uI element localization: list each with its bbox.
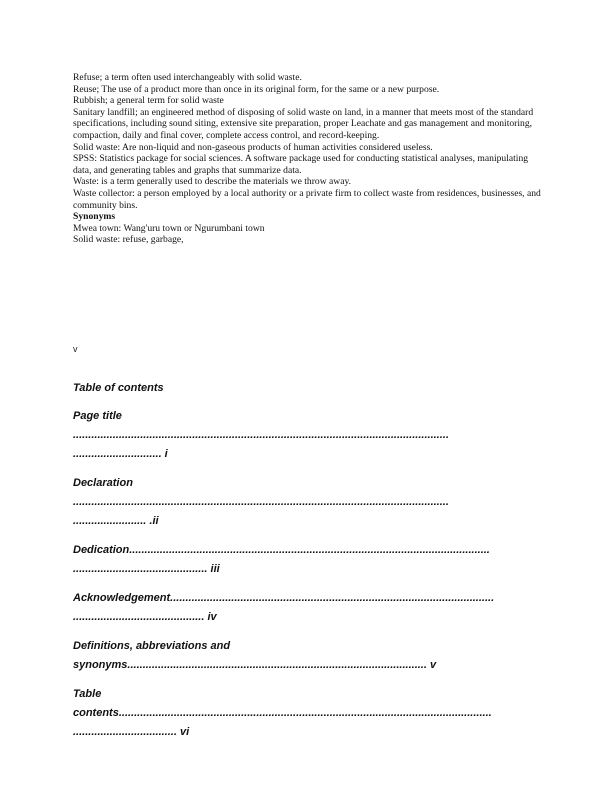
toc-entry-table-contents[interactable] xyxy=(73,685,538,742)
definition-reuse: Reuse; The use of a product more than once in its original form, for the same or a new purpose. xyxy=(73,83,440,95)
toc-entry-page: ............................................ iii xyxy=(73,563,220,575)
toc-entry-declaration[interactable] xyxy=(73,474,538,531)
toc-entry-page: ........................................... iv xyxy=(73,611,217,623)
toc-entry-dedication[interactable] xyxy=(73,541,538,579)
definitions-section xyxy=(73,72,545,246)
toc-entry-page: ............................. i xyxy=(73,448,168,460)
toc-entry-page: .................................. vi xyxy=(73,726,190,738)
synonym-mwea-town: Mwea town: Wang'uru town or Ngurumbani town xyxy=(73,222,265,234)
toc-entry-page: synonyms.................................................................................................. v xyxy=(73,659,437,671)
synonyms-heading: Synonyms xyxy=(73,211,116,223)
toc-entry-page-title[interactable] xyxy=(73,407,538,464)
definition-waste: Waste: is a term generally used to describe the materials we throw away. xyxy=(73,176,352,188)
definition-waste-collector: Waste collector: a person employed by a local authority or a private firm to collect waste from residences, businesses, and community bins. xyxy=(73,187,541,211)
toc-entry-label: Acknowledgement.......................................................................................................... xyxy=(73,592,495,604)
toc-entry-label: Dedication...................................................................................................................... xyxy=(73,544,490,556)
definition-solid-waste: Solid waste: Are non-liquid and non-gaseous products of human activities considered useless. xyxy=(73,141,433,153)
definition-refuse: Refuse; a term often used interchangeably with solid waste. xyxy=(73,72,302,83)
definition-spss: SPSS: Statistics package for social sciences. A software package used for conducting statistical analyses, manipulating data, and generating tables and graphs that summarize data. xyxy=(73,153,529,176)
toc-entry-leader: ........................................................................................................................... xyxy=(73,496,449,508)
toc-entry-label: Page title xyxy=(73,410,122,422)
toc-entry-label: Declaration xyxy=(73,477,133,489)
table-of-contents xyxy=(73,381,538,752)
definition-rubbish: Rubbish; a general term for solid waste xyxy=(73,95,224,107)
page-number: v xyxy=(73,344,78,354)
toc-entry-leader: contents.......................................................................................................................... xyxy=(73,707,492,719)
synonym-solid-waste: Solid waste: refuse, garbage, xyxy=(73,234,184,246)
toc-entry-acknowledgement[interactable] xyxy=(73,589,538,627)
toc-entry-label: Definitions, abbreviations and xyxy=(73,640,231,652)
definition-sanitary-landfill: Sanitary landfill; an engineered method of disposing of solid waste on land, in a manner that meets most of the standard specifications, including sound siting, extensive site preparation, proper Leachate and gas management and monitoring, compaction, daily and final cover, complete access control, and record-keeping. xyxy=(73,106,534,141)
toc-title: Table of contents xyxy=(73,382,164,394)
toc-entry-page: ........................ .ii xyxy=(73,515,159,527)
toc-entry-label: Table xyxy=(73,688,102,700)
toc-entry-definitions[interactable] xyxy=(73,637,538,675)
toc-entry-leader: ........................................................................................................................... xyxy=(73,429,449,441)
